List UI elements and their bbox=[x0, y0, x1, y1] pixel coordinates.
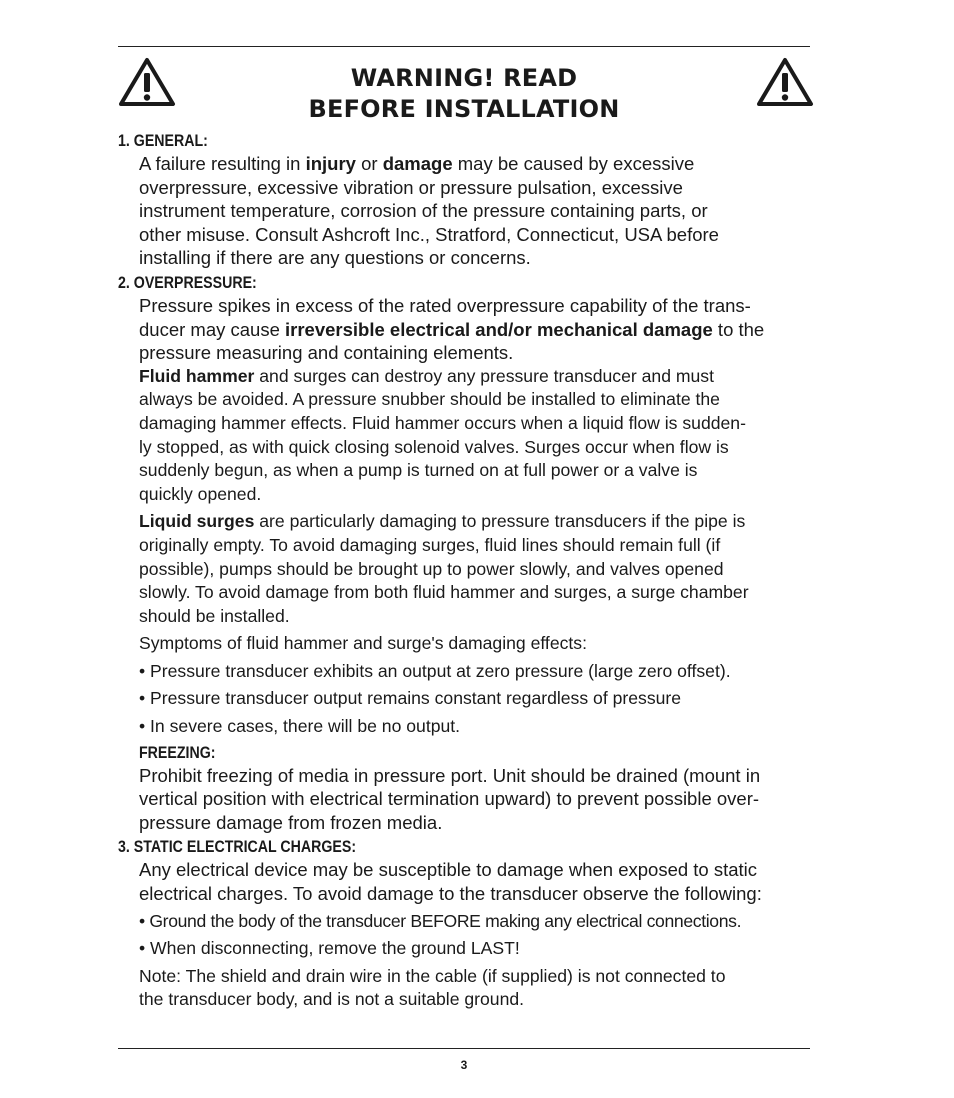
text-run: A failure resulting in bbox=[139, 153, 306, 174]
static-paragraph bbox=[139, 858, 811, 905]
title-line-1: WARNING! READ bbox=[350, 64, 578, 92]
text-line bbox=[139, 365, 811, 389]
text-line: Prohibit freezing of media in pressure port. Unit should be drained (mount in bbox=[139, 764, 761, 786]
note-paragraph bbox=[139, 965, 811, 1012]
general-paragraph bbox=[139, 152, 811, 270]
static-bullet-1: • Ground the body of the transducer BEFORE making any electrical connections. bbox=[139, 910, 742, 931]
text-line: quickly opened. bbox=[139, 483, 262, 504]
symptom-bullet-2: • Pressure transducer output remains constant regardless of pressure bbox=[139, 688, 682, 709]
bottom-rule bbox=[118, 1048, 810, 1049]
text-line: possible), pumps should be brought up to power slowly, and valves opened bbox=[139, 558, 724, 579]
text-line: originally empty. To avoid damaging surges, fluid lines should remain full (if bbox=[139, 534, 721, 555]
text-run: or bbox=[355, 153, 383, 174]
symptom-bullet-1: • Pressure transducer exhibits an output at zero pressure (large zero offset). bbox=[139, 660, 731, 681]
text-run: are particularly damaging to pressure transducers if the pipe is bbox=[254, 511, 746, 532]
title-line-2: BEFORE INSTALLATION bbox=[308, 95, 620, 123]
text-run: to the bbox=[712, 318, 765, 340]
overpressure-paragraph-1 bbox=[139, 294, 811, 365]
overpressure-paragraph-fluid-hammer bbox=[139, 365, 811, 507]
text-line: should be installed. bbox=[139, 605, 290, 626]
text-line bbox=[139, 152, 811, 176]
bold-text-fluid-hammer: Fluid hammer bbox=[139, 365, 255, 386]
warning-body bbox=[118, 130, 818, 1012]
text-line bbox=[139, 510, 811, 534]
text-line: the transducer body, and is not a suitable ground. bbox=[139, 989, 525, 1010]
text-run: and surges can destroy any pressure transducer and must bbox=[254, 365, 714, 386]
symptoms-intro: Symptoms of fluid hammer and surge's damaging effects: bbox=[139, 633, 587, 654]
overpressure-paragraph-liquid-surges bbox=[139, 510, 811, 628]
section-heading-overpressure: 2. OVERPRESSURE: bbox=[118, 273, 257, 292]
bold-text-liquid-surges: Liquid surges bbox=[139, 511, 255, 532]
page-title bbox=[118, 63, 810, 125]
bold-text-injury: injury bbox=[305, 153, 356, 174]
top-rule bbox=[118, 46, 810, 47]
freezing-paragraph bbox=[139, 764, 811, 835]
text-line: pressure damage from frozen media. bbox=[139, 811, 443, 833]
bold-text-damage-warning: irreversible electrical and/or mechanical damage bbox=[285, 318, 713, 340]
text-run: may be caused by excessive bbox=[452, 153, 695, 174]
text-run: ducer may cause bbox=[139, 318, 286, 340]
text-line: overpressure, excessive vibration or pressure pulsation, excessive bbox=[139, 176, 683, 198]
text-line: ly stopped, as with quick closing solenoid valves. Surges occur when flow is bbox=[139, 436, 729, 457]
text-line: pressure measuring and containing elements. bbox=[139, 342, 514, 364]
section-heading-static: 3. STATIC ELECTRICAL CHARGES: bbox=[118, 838, 357, 857]
text-line bbox=[139, 318, 811, 342]
text-line: installing if there are any questions or concerns. bbox=[139, 247, 531, 269]
bold-text-damage: damage bbox=[382, 153, 453, 174]
section-heading-freezing: FREEZING: bbox=[139, 743, 216, 762]
text-line: damaging hammer effects. Fluid hammer occurs when a liquid flow is sudden- bbox=[139, 412, 746, 433]
text-line: Any electrical device may be susceptible to damage when exposed to static bbox=[139, 859, 758, 881]
text-line: Pressure spikes in excess of the rated overpressure capability of the trans- bbox=[139, 294, 751, 316]
section-heading-general: 1. GENERAL: bbox=[118, 132, 208, 150]
text-line: Note: The shield and drain wire in the cable (if supplied) is not connected to bbox=[139, 965, 726, 986]
text-line: electrical charges. To avoid damage to the transducer observe the following: bbox=[139, 883, 762, 905]
symptom-bullet-3: • In severe cases, there will be no output. bbox=[139, 716, 461, 737]
text-line: slowly. To avoid damage from both fluid hammer and surges, a surge chamber bbox=[139, 582, 749, 603]
text-line: suddenly begun, as when a pump is turned on at full power or a valve is bbox=[139, 460, 698, 481]
text-line: other misuse. Consult Ashcroft Inc., Stratford, Connecticut, USA before bbox=[139, 223, 719, 245]
static-bullet-2: • When disconnecting, remove the ground LAST! bbox=[139, 938, 520, 959]
text-line: instrument temperature, corrosion of the pressure containing parts, or bbox=[139, 200, 708, 222]
warning-triangle-icon bbox=[756, 57, 814, 107]
page-number: 3 bbox=[460, 1058, 468, 1072]
text-line: always be avoided. A pressure snubber should be installed to eliminate the bbox=[139, 389, 720, 410]
text-line: vertical position with electrical termination upward) to prevent possible over- bbox=[139, 788, 760, 810]
